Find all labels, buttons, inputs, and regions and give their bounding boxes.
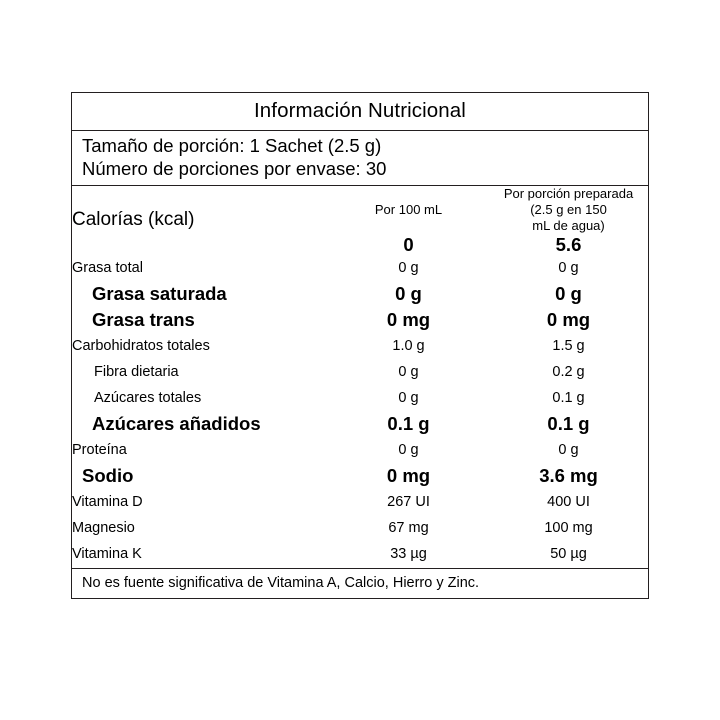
- nutrient-name: Grasa total: [72, 259, 143, 276]
- column-header-per-serving-line2: (2.5 g en 150: [530, 201, 607, 217]
- nutrient-name: Grasa trans: [92, 309, 195, 331]
- nutrient-value-per-100ml: 33 µg: [390, 545, 427, 562]
- table-row: [72, 490, 648, 516]
- serving-info-block: [72, 131, 648, 186]
- table-row: [72, 438, 648, 464]
- panel-title: Información Nutricional: [72, 93, 648, 131]
- nutrient-name: Proteína: [72, 441, 127, 458]
- column-header-per-100ml: Por 100 mL: [374, 201, 443, 217]
- servings-per-container-text: Número de porciones por envase: 30: [82, 158, 387, 180]
- nutrient-value-per-serving: 50 µg: [550, 545, 587, 562]
- table-row: [72, 360, 648, 386]
- calories-per-100ml: 0: [403, 233, 414, 255]
- nutrient-value-per-serving: 0.1 g: [552, 389, 585, 406]
- table-row: [72, 516, 648, 542]
- nutrient-name: Sodio: [82, 465, 134, 487]
- nutrient-name: Azúcares totales: [94, 389, 202, 406]
- table-row: [72, 464, 648, 490]
- nutrient-name: Grasa saturada: [92, 283, 227, 305]
- nutrient-value-per-100ml: 0 g: [398, 363, 419, 380]
- nutrient-value-per-100ml: 0 g: [395, 283, 422, 305]
- column-header-per-serving: [489, 186, 648, 234]
- table-row: [72, 412, 648, 438]
- nutrient-value-per-serving: 0.2 g: [552, 363, 585, 380]
- nutrient-value-per-serving: 0 g: [558, 259, 579, 276]
- nutrient-value-per-100ml: 67 mg: [388, 519, 429, 536]
- nutrient-value-per-serving: 100 mg: [544, 519, 593, 536]
- table-row: [72, 386, 648, 412]
- calories-label: Calorías (kcal): [72, 209, 195, 231]
- nutrient-name: Magnesio: [72, 519, 135, 536]
- nutrient-value-per-100ml: 0 g: [398, 259, 419, 276]
- nutrient-value-per-100ml: 0 mg: [386, 465, 431, 487]
- nutrient-value-per-serving: 0 g: [558, 441, 579, 458]
- nutrient-value-per-100ml: 0.1 g: [387, 413, 430, 435]
- nutrition-table: [72, 186, 648, 568]
- nutrient-value-per-100ml: 0 g: [398, 441, 419, 458]
- table-row: [72, 282, 648, 308]
- nutrient-value-per-serving: 0 g: [555, 283, 582, 305]
- table-row: [72, 334, 648, 360]
- calories-per-serving: 5.6: [555, 233, 582, 255]
- nutrition-facts-panel: [71, 92, 649, 599]
- nutrient-value-per-100ml: 0 mg: [386, 309, 431, 331]
- nutrient-name: Fibra dietaria: [94, 363, 179, 380]
- nutrient-value-per-100ml: 0 g: [398, 389, 419, 406]
- table-row: [72, 542, 648, 568]
- nutrient-value-per-serving: 1.5 g: [552, 337, 585, 354]
- nutrient-value-per-serving: 3.6 mg: [539, 465, 598, 487]
- nutrient-name: Vitamina K: [72, 545, 142, 562]
- nutrient-value-per-serving: 400 UI: [547, 493, 590, 510]
- serving-size-text: Tamaño de porción: 1 Sachet (2.5 g): [82, 135, 382, 156]
- footnote: No es fuente significativa de Vitamina A, Calcio, Hierro y Zinc.: [72, 568, 648, 598]
- column-header-per-serving-line1: Por porción preparada: [503, 185, 634, 201]
- nutrient-value-per-100ml: 267 UI: [387, 493, 430, 510]
- nutrient-name: Carbohidratos totales: [72, 337, 210, 354]
- table-row: [72, 308, 648, 334]
- nutrient-name: Azúcares añadidos: [92, 413, 261, 435]
- nutrient-value-per-serving: 0 mg: [546, 309, 591, 331]
- nutrient-name: Vitamina D: [72, 493, 143, 510]
- table-row: [72, 256, 648, 282]
- nutrient-value-per-serving: 0.1 g: [547, 413, 590, 435]
- nutrient-value-per-100ml: 1.0 g: [392, 337, 425, 354]
- table-header-row: [72, 186, 648, 234]
- column-header-per-serving-line3: mL de agua): [532, 217, 605, 233]
- nutrient-rows: [72, 256, 648, 568]
